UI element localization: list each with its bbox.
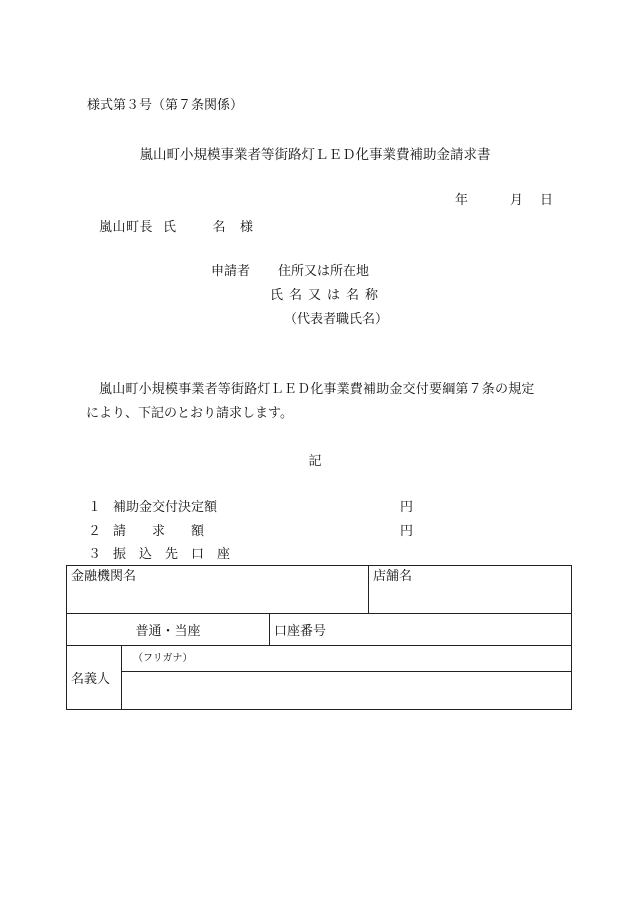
form-number: 様式第３号（第７条関係） [87,98,244,113]
addressee [99,220,254,236]
account-type-label: 普通・当座 [135,624,201,639]
item-number: ３ [88,547,102,562]
item-unit: 円 [400,524,414,539]
applicant-name: 氏名又は名称 [270,288,385,303]
holder-label: 名義人 [71,672,111,687]
account-number-cell[interactable] [270,614,572,646]
institution-label: 金融機関名 [71,569,137,584]
applicant-label: 申請者 [211,264,251,279]
furigana-cell[interactable] [122,646,572,672]
date-month: 月 [510,193,524,208]
addressee-surname: 氏 [163,220,177,235]
applicant-address: 住所又は所在地 [278,264,370,279]
furigana-label: （フリガナ） [133,653,193,664]
date-year: 年 [455,193,469,208]
holder-name-cell[interactable] [122,672,572,710]
branch-label: 店舗名 [373,569,413,584]
item-label: 請求額 [113,524,231,539]
item-label: 振込先口座 [113,547,244,562]
ki-heading: 記 [308,454,322,469]
account-number-label: 口座番号 [274,624,327,639]
branch-cell[interactable] [369,566,572,614]
date-day: 日 [540,193,554,208]
item-label: 補助金交付決定額 [113,500,218,515]
body-line-1: 嵐山町小規模事業者等街路灯ＬＥＤ化事業費補助金交付要綱第７条の規定 [99,382,535,397]
item-unit: 円 [400,500,414,515]
addressee-title: 嵐山町長 [99,220,154,235]
institution-cell[interactable] [67,566,369,614]
addressee-honorific: 様 [240,220,254,235]
item-number: ２ [88,524,102,539]
bank-account-table [66,565,572,710]
holder-cell [67,646,122,710]
applicant-representative: （代表者職氏名） [284,312,389,327]
body-line-2: により、下記のとおり請求します。 [86,406,293,421]
item-number: １ [88,500,102,515]
document-title: 嵐山町小規模事業者等街路灯ＬＥＤ化事業費補助金請求書 [139,147,491,163]
account-type-cell[interactable] [67,614,270,646]
addressee-name: 名 [212,220,227,235]
